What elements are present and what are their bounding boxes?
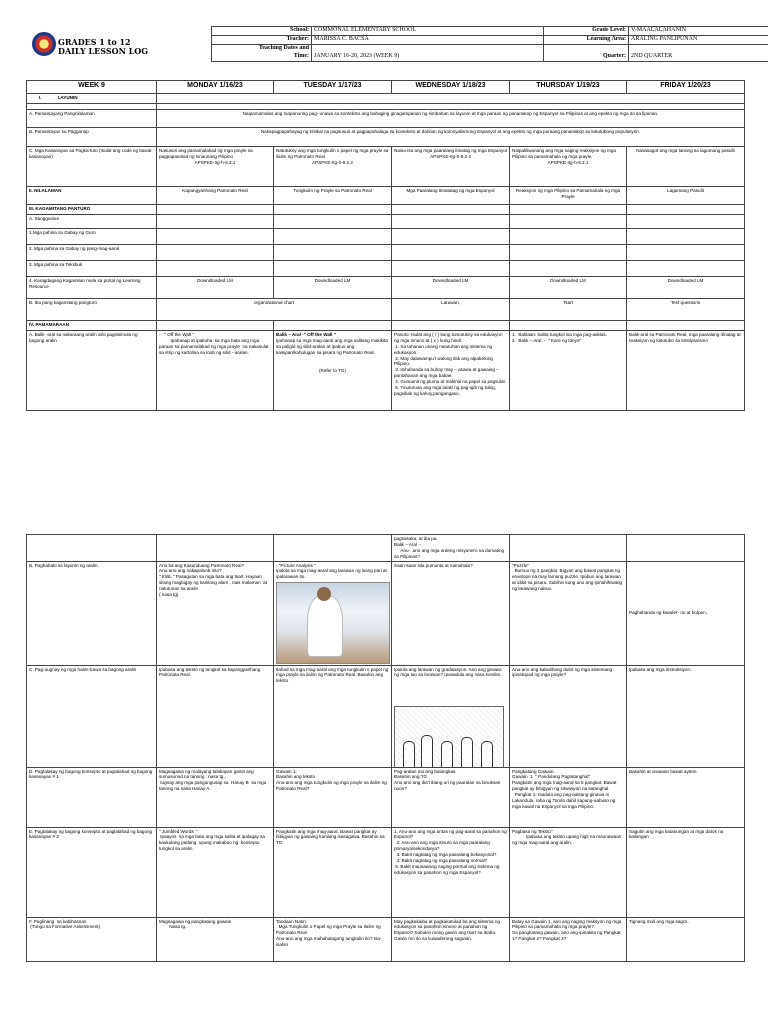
header-info-table bbox=[211, 26, 768, 62]
row-paglinang: F. Paglinang sa kabihasnan (Tungo sa Formative Assessment) Magsagawa ng pangkatang gawain Nasa tg.. Tandaan Natin: Mga Tungkulin o Papel ng mga Prayle sa Ilalim ng Patronato Real Anu-ano ang mga mahahalagang tungkulin ito? Isa-isahin May pagkakaiba at pagkakatulad ba ang sistema ng edukasyon sa panahon ninuno at panahon ng Espanol? Subukin mong gawin ang tsart sa ibaba. Gawin mo ito sa kuwaderong sagutan. Batay sa Gawain 1, ano ang naging reaksyon ng mga Pilipino sa pamamahala ng mga prayle? Sa pangkatang gawain, ano ang ipinakita ng Pangkat 1? Pangkat 2? Pangkat 3? Tignang muli ang mga sagot.. bbox=[27, 917, 745, 961]
day-header-row bbox=[27, 81, 745, 94]
row-balik-aral: A. Balik -aral sa nakaraang aralin at/o pagsisimula ng bagong aralin - " Off the Wall " Ipahanap at ipakuha sa mga bata ang mga paraan sa pamamalakad ng mga prayle na nakasulat sa strip ng kartolina sa loob ng silid --aralan. Balik – Aral -" Off the Wall " Ipahanap sa mga mag-aaral ang mga salitang makikita sa paligid ng silid-aralan at ipabuo ang kaisipan/kahulugan sa pisara ng Patronato Real. (Refer to TG) Panuto: Isulat ang ( / ) kung tumutukoy sa edukasyon ng mga ninuno at ( x ) kung hindi. 1. Sa tahanan unang natutuhan ang sistema ng edukasyon. 2. May dalawampu't walong titik ang alpabetong Pilipino. 3. Inihahanda sa buhay may – asawa at gawaing – pantahanan ang mga babae. 4. Gumamit ng pluma at makinis na papel sa pagsulat. 5. Tinuturuan ang mga lalaki ng pag-igib ng tubig, pagsibak ng kahoy,pangangaso, 1. Balitaan: balita tungkol isa mga pag-aaklas. 2. Balik – Aral - " Kard ng Ideya" Balik-aral sa Patronato Real, mga paaralang itinatag at reaksiyon ng katutubo sa kristiyanismo bbox=[27, 331, 745, 411]
teacher-value: MARISSA C. BACSA bbox=[312, 36, 544, 45]
row-sanggunian: A. Sanggunian bbox=[27, 215, 745, 229]
row-kagamitang-panturo: III. KAGAMITANG PANTURO bbox=[27, 205, 745, 215]
day-wednesday: WEDNESDAY 1/18/23 bbox=[392, 81, 510, 94]
graduation-sketch-image bbox=[394, 706, 504, 768]
row-pamamaraan: IV. PAMAMARAAN bbox=[27, 321, 745, 331]
day-thursday: THURSDAY 1/19/23 bbox=[510, 81, 627, 94]
teacher-label: Teacher: bbox=[212, 36, 312, 45]
deped-seal-icon bbox=[32, 32, 56, 56]
row-pamantayang-pangnilalaman: A. Pamantayang Pangnilalaman Naipamamalas ang mapanuring pag- unawa sa konteksto ang bahaging ginagampanan ng simbahan sa layunin at mga paraan ng pananakop ng Espanyol sa Pilipinas at ang epekto ng mga ito sa lipunan. bbox=[27, 110, 745, 128]
lesson-table-part-1 bbox=[26, 80, 744, 411]
row-karagdagang-kagamitan: 4. Karagdagang Kagamitan mula sa portal ng Learning Resource Downdloaded LM Downdloaded LM Downdloaded LM Downdloaded LM Downdloaded LM bbox=[27, 277, 745, 299]
quarter-value: 2ND QUARTER bbox=[629, 45, 768, 62]
priest-photo-image bbox=[276, 582, 390, 664]
row-pagtalakay-1: D. Pagtalakay ng bagong konsepto at paglalahad ng bagong kasanayan # 1 Magsagawa ng malayang talakayan gamit ang sumusunod na tanong : nasa tg.. Iugnay ang mga pangungusap sa Hanay B sa mga tanong na nasa Hanay A. Gawain 1: Basahin ang teksto Anu-ano ang mga tungkulin ng mga prayle sa ilalim ng Patronato Real? Pag-aralan mo ang balangkas. Basahin ang TG Anu-ano ang iba't ibang uri ng paaralan na binuksan noon? Pangkatang Gawain. Gawain 1 " Pandulang Pagtatanghal" Pangkatin ang mga mag-aaral sa 5 pangkat. Bawat pangkat ay bibigyan ng sitwasyon na itatanghal. Pangkat 1- Isadula ang pag-aalsang ginawa ni Lakandula, raha ng Tondo dahil sapang-aabuso ng mga kawal na Espanyol sa mga Pilipino. Basahin at unawain bawat aytem. bbox=[27, 767, 745, 827]
school-label: School: bbox=[212, 27, 312, 36]
grade-value: V-MAALALAHANIN bbox=[629, 27, 768, 36]
layunin-heading: I. LAYUNIN bbox=[27, 94, 157, 104]
row-pamantayan-sa-pagganap: B. Pamantayan sa Pagganap Nakapagpapahayag ng kritikal na pagsusuri at pagpapahalaga sa konteksto at dahilan ng kolonyalismong Espanyol at ang epekto ng mga paraang pananakop sa katutubong populasyon. bbox=[27, 128, 745, 147]
row-pagtalakay-2: E. Pagtalakay ng bagong konsepto at paglalahad ng bagong kasanayan # 2 " Jumbled Words " Ipaayos sa mga bata ang mga salita at ipalagay sa kaukulang patlang upang makabuo ng konsepto tungkol sa aralin. Pangkatin ang mga mag-aaral. Bawat pangkat ay bibigyan ng gawaing kanilang isasagawa. Basahin sa TG 1. Anu-ano ang mga antas ng pag-aaral sa panahon ng Espanol? 2. Anu-ano ang mga itinuro sa mga paaralang primarya/sekondarya? 3. Bakit nagtatag ng mga paaralang bokasyonal? 4. Bakit nagtatag ng mga paaralang normal? 5. Bakit mausawang naging pormal ang sistema ng edukasyon sa panahon ng mga Espanyol? Pagbasa ng Teksto" Ipabasa ang teksto upang higit na maunawaan ng mga mag-aaral ang aralin. Sagutin ang mga katanungan at mga datos na kailangan bbox=[27, 827, 745, 917]
row-gabay-mag-aaral: 2. Mga pahina sa Gabay ng pang-mag-aaral bbox=[27, 245, 745, 261]
area-label: Learning Area: bbox=[544, 36, 629, 45]
week-label: WEEK 9 bbox=[27, 81, 157, 94]
row-paghahabi: B. Paghahabi sa layunin ng aralin. Ano ba ang Kasunduang Patronato Real? Anu-ano ang nakapaloob nito? " KWL " Pasagutan sa mga bata ang tsart. Hayaan silang magbigay ng kanilang alam , nais malaman at natutunan sa aralin ( nasa tg) - "Picture Analysis " Ipakita sa mga mag-aaral ang larawan ng isang pari at ipalarawan ito. Saan-saan sila pumunta at namahala? "Puzzle" Bumuo ng 3 pangkat. Bigyan ang bawat pangkat ng envelope na may lamang puzzle. Ipabuo ang larawan at idikit sa pisara. Sabihin kung ano ang ipinahihiwatig ng larawang nabuo. Paghahanda ng kwader- no at bolpen.. bbox=[27, 561, 745, 665]
day-tuesday: TUESDAY 1/17/23 bbox=[274, 81, 392, 94]
row-teksbuk: 3. Mga pahina sa Teksbuk bbox=[27, 261, 745, 277]
school-value: COMMONAL ELEMENTARY SCHOOL bbox=[312, 27, 544, 36]
row-pag-uugnay: C. Pag-uugnay ng mga halim-bawa sa bagong aralin Ipabasa ang teksto ng tungkol sa kapangyarihang Patronata Real . Ilahad sa mga mag-aaral ang mga tungkulin o papel ng mga prayle sa ilalim ng Patronato Real. Basahin ang teksto Ipakita ang larawan ng gradwasyon. Ano ang ginawa ng mga tao sa larawan? Ipasadula ang nasa komiks.. Anu-ano ang kabutihang dulot ng mga sistemang ipinatupad ng mga prayle? Ipabasa ang mga instruksiyon.. bbox=[27, 665, 745, 767]
row-iba-pang-kagamitan: B. Iba pang kagamitang pangturo organizational chart Larawan, Tsart Test questions bbox=[27, 299, 745, 321]
grade-label: Grade Level: bbox=[544, 27, 629, 36]
document-title: GRADES 1 to 12 DAILY LESSON LOG bbox=[58, 37, 149, 56]
dates-value: JANUARY 16-20, 2023 (WEEK 9) bbox=[312, 45, 544, 62]
day-friday: FRIDAY 1/20/23 bbox=[627, 81, 745, 94]
row-balik-aral-continued: pagsasaka, at iba pa. Balik – Aral - Anu- ano ang mga ordeng misyunero na dumating sa Pilipinas? bbox=[27, 535, 745, 562]
area-value: ARALING PANLIPUNAN bbox=[629, 36, 768, 45]
dll-header bbox=[26, 26, 744, 72]
row-kasanayan: C. Mga Kasanayan sa Pagka-tuto (Isulat ang code ng bawat kasanayan) Nasusuri ang pamamalakad ng mga prayle sa pagpapaunlad ng sinaunang Pilipino APSPKE-IIg-h-8.2.1 Natutukoy ang mga tungkulin o papel ng mga prayle sa ilalim ng Patronato Real APSPKE-IIg-h-8.2.2 Naisa-isa ang mga paaralang itinatag ng mga Espanyol APSPKE-IIg-h-8.2.4 Naipaliliwanang ang mga naging reaksiyon ng mga Pilipino sa pamamahala ng mga prayle. APSPKE-IIg-h-8.3.1 Nasasagot ang mga tanong sa lagumang pasulit bbox=[27, 147, 745, 187]
quarter-label: Quarter: bbox=[544, 45, 629, 62]
day-monday: MONDAY 1/16/23 bbox=[157, 81, 274, 94]
lesson-table-part-2 bbox=[26, 534, 744, 962]
layunin-row bbox=[27, 94, 745, 104]
row-gabay-guro: 1.Mga pahina sa Gabay ng Guro bbox=[27, 229, 745, 245]
dates-label: Teaching Dates and Time: bbox=[212, 45, 312, 62]
row-nilalaman: II. NILALAMAN Kapangyarihang Patronato Real Tungkulin ng Prayle sa Patronato Real Mga Paaralang Itinatatag ng mga Espanyol Reaksyon ng mga Pilipino sa Pamamahala ng mga Prayle Lagumang Pasulit bbox=[27, 187, 745, 205]
